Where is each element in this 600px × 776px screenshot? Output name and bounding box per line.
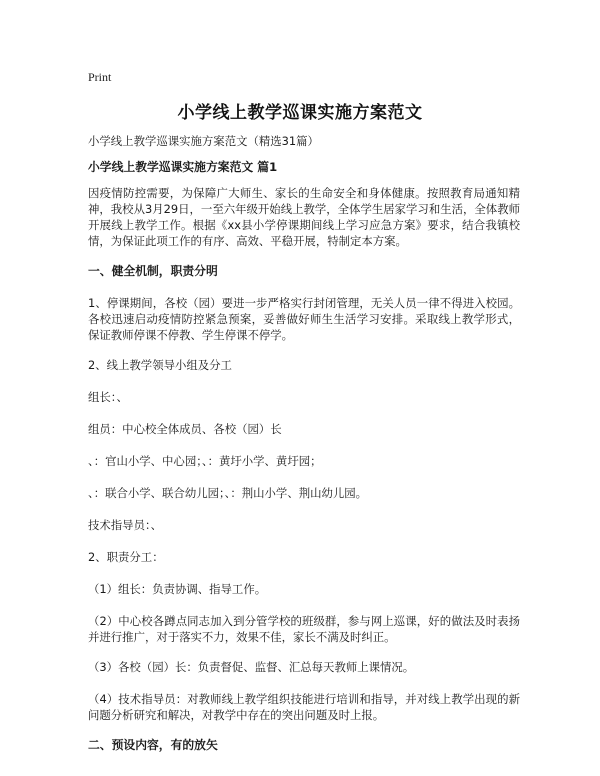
leader-line: 组长：、: [88, 390, 128, 404]
duties-heading: 2、职责分工：: [88, 550, 164, 564]
assignment-line-2: 、：联合小学、联合幼儿园；、：荆山小学、荆山幼儿园。: [88, 486, 368, 500]
point-1-paragraph: 1、停课期间，各校（园）要进一步严格实行封闭管理，无关人员一律不得进入校园。各校迅速启动疫情防控紧急预案，妥善做好师生生活学习安排。采取线上教学形式，保证教师停课不停教、学生停课不停学。: [88, 296, 520, 342]
duty-3: （3）各校（园）长：负责督促、监督、汇总每天教师上课情况。: [88, 660, 415, 674]
members-line: 组员：中心校全体成员、各校（园）长: [88, 422, 282, 436]
section-1-heading: 一、健全机制，职责分明: [88, 264, 218, 278]
article-heading: 小学线上教学巡课实施方案范文 篇1: [88, 160, 278, 174]
document-body: [88, 133, 520, 769]
duty-4: （4）技术指导员：对教师线上教学组织技能进行培训和指导，并对线上教学出现的新问题分析研究和解决，对教学中存在的突出问题及时上报。: [88, 692, 520, 722]
duty-1: （1）组长：负责协调、指导工作。: [88, 582, 267, 596]
print-label: Print: [88, 70, 112, 84]
point-2-heading: 2、线上教学领导小组及分工: [88, 358, 232, 372]
duty-2: （2）中心校各蹲点同志加入到分管学校的班级群，参与网上巡课，好的做法及时表扬并进行推广，对于落实不力，效果不佳，家长不满及时纠正。: [88, 614, 520, 644]
intro-paragraph: 因疫情防控需要，为保障广大师生、家长的生命安全和身体健康。按照教育局通知精神，我校从3月29日，一至六年级开始线上教学，全体学生居家学习和生活，全体教师开展线上教学工作。根据《xx县小学停课期间线上学习应急方案》要求，结合我镇校情，为保证此项工作的有序、高效、平稳开展，特制定本方案。: [88, 186, 520, 248]
tech-guide-line: 技术指导员：、: [88, 518, 163, 532]
section-2-heading: 二、预设内容，有的放矢: [88, 738, 218, 752]
document-subtitle: 小学线上教学巡课实施方案范文（精选31篇）: [88, 134, 319, 148]
page-title: 小学线上教学巡课实施方案范文: [177, 103, 423, 123]
assignment-line-1: 、：官山小学、中心园；、：黄圩小学、黄圩园；: [88, 454, 322, 468]
